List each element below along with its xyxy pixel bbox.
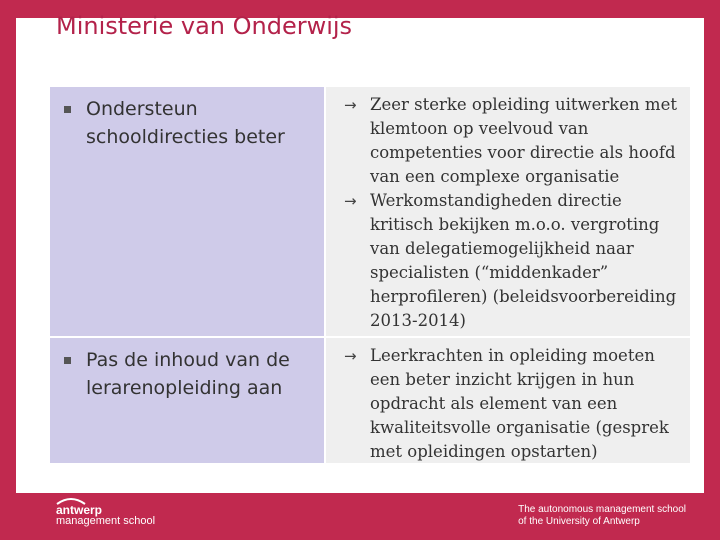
tagline-line1: The autonomous management school [518, 504, 686, 515]
table-cell-left [50, 87, 324, 336]
tagline-line2: of the University of Antwerp [518, 516, 640, 527]
bullet-item [58, 95, 308, 151]
arrow-list-item [330, 93, 684, 189]
footer-tagline [518, 504, 686, 528]
square-bullet-icon [64, 106, 71, 113]
right-arrow-icon: → [344, 192, 357, 210]
table-cell-right [326, 338, 690, 463]
content-table [50, 87, 690, 463]
bullet-text: Pas de inhoud van de lerarenopleiding aan [86, 349, 290, 399]
square-bullet-icon [64, 357, 71, 364]
bullet-text: Ondersteun schooldirecties beter [86, 98, 285, 148]
arrow-list-item [330, 189, 684, 333]
bullet-item [58, 346, 308, 402]
arrow-item-text: Leerkrachten in opleiding moeten een beter inzicht krijgen in hun opdracht als element van een kwaliteitsvolle organisatie (gesprek met opleidingen opstarten) [370, 346, 669, 461]
logo-text-line2: management school [56, 515, 156, 527]
arrow-item-text: Zeer sterke opleiding uitwerken met klemtoon op veelvoud van competenties voor directie als hoofd van een complexe organisatie [370, 95, 677, 186]
right-arrow-icon: → [344, 347, 357, 365]
slide-title: Ministerie van Onderwijs [56, 12, 353, 40]
right-arrow-icon: → [344, 96, 357, 114]
logo-text-line1: antwerp [56, 503, 103, 517]
table-cell-right [326, 87, 690, 336]
table-cell-left [50, 338, 324, 463]
table-row [50, 87, 690, 336]
table-row [50, 338, 690, 463]
arrow-item-text: Werkomstandigheden directie kritisch bekijken m.o.o. vergroting van delegatiemogelijkheid naar specialisten (“middenkader” herprofileren) (beleidsvoorbereiding 2013-2014) [370, 191, 677, 330]
arrow-list-item [330, 344, 684, 464]
slide-canvas [16, 12, 704, 493]
